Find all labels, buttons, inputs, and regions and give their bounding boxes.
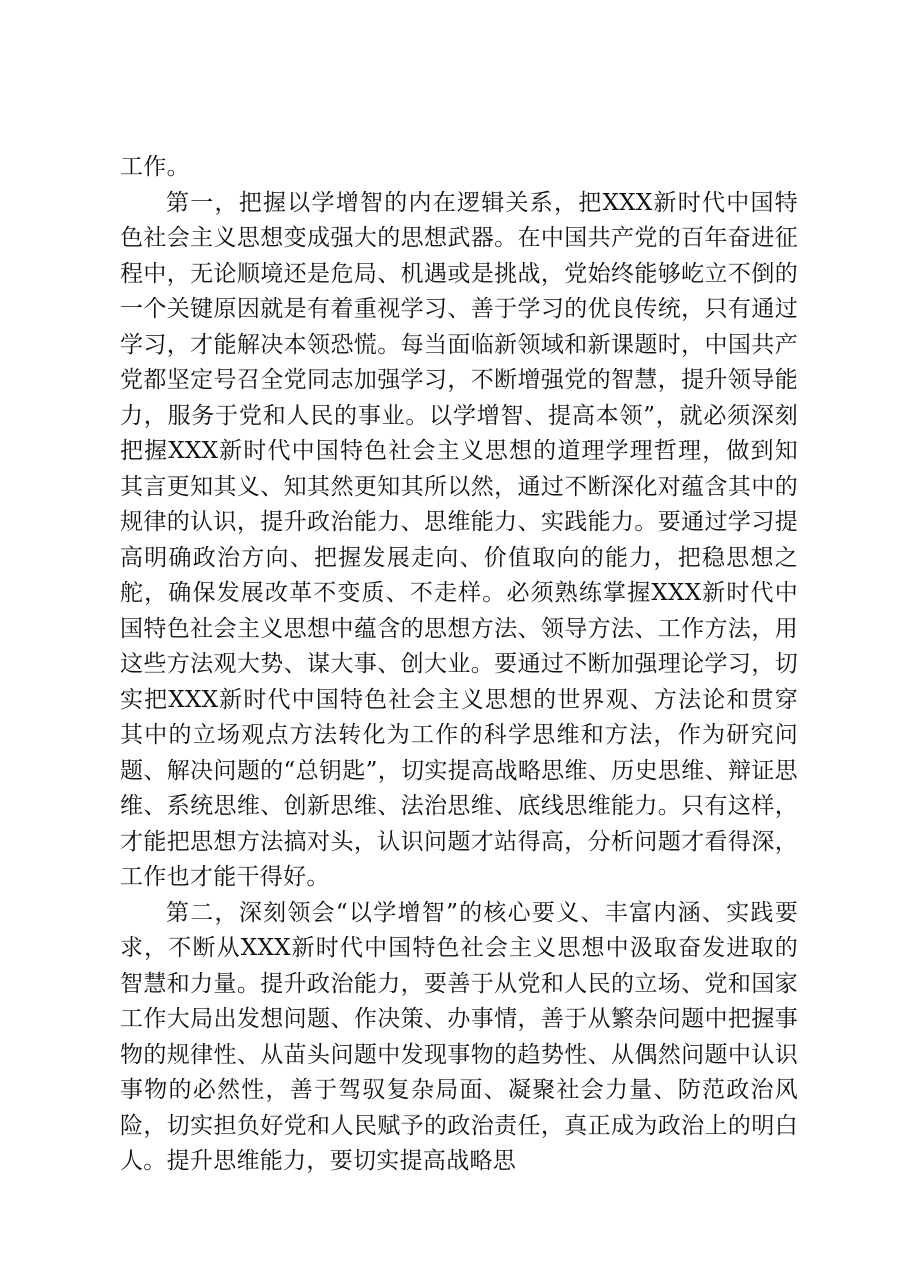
document-page [120, 150, 798, 1180]
paragraph-second-point: 第二，深刻领会“以学增智”的核心要义、丰富内涵、实践要求，不断从XXX新时代中国特色社会主义思想中汲取奋发进取的智慧和力量。提升政治能力，要善于从党和人民的立场、党和国家工作大局出发想问题、作决策、办事情，善于从繁杂问题中把握事物的规律性、从苗头问题中发现事物的趋势性、从偶然问题中认识事物的必然性，善于驾驭复杂局面、凝聚社会力量、防范政治风险，切实担负好党和人民赋予的政治责任，真正成为政治上的明白人。提升思维能力，要切实提高战略思 [120, 899, 798, 1174]
paragraph-first-point: 第一，把握以学增智的内在逻辑关系，把XXX新时代中国特色社会主义思想变成强大的思想武器。在中国共产党的百年奋进征程中，无论顺境还是危局、机遇或是挑战，党始终能够屹立不倒的一个关键原因就是有着重视学习、善于学习的优良传统，只有通过学习，才能解决本领恐慌。每当面临新领域和新课题时，中国共产党都坚定号召全党同志加强学习，不断增强党的智慧，提升领导能力，服务于党和人民的事业。以学增智、提高本领”，就必须深刻把握XXX新时代中国特色社会主义思想的道理学理哲理，做到知其言更知其义、知其然更知其所以然，通过不断深化对蕴含其中的规律的认识，提升政治能力、思维能力、实践能力。要通过学习提高明确政治方向、把握发展走向、价值取向的能力，把稳思想之舵，确保发展改革不变质、不走样。必须熟练掌握XXX新时代中国特色社会主义思想中蕴含的思想方法、领导方法、工作方法，用这些方法观大势、谋大事、创大业。要通过不断加强理论学习，切实把XXX新时代中国特色社会主义思想的世界观、方法论和贯穿其中的立场观点方法转化为工作的科学思维和方法，作为研究问题、解决问题的“总钥匙”，切实提高战略思维、历史思维、辩证思维、系统思维、创新思维、法治思维、底线思维能力。只有这样，才能把思想方法搞对头，认识问题才站得高，分析问题才看得深，工作也才能干得好。 [120, 189, 798, 890]
paragraph-continuation: 工作。 [120, 154, 190, 180]
